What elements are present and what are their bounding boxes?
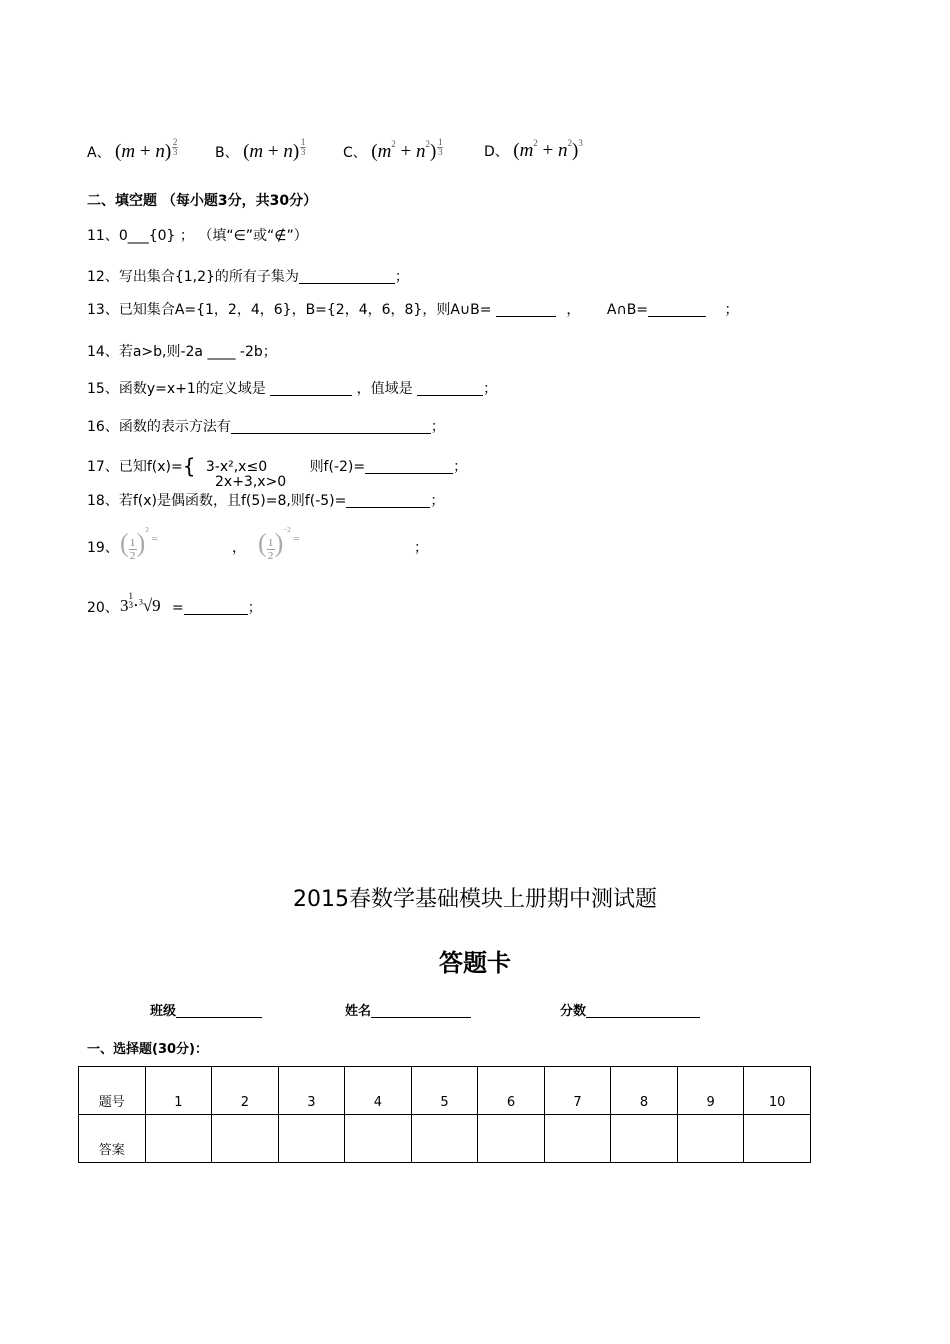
table-row: [79, 1115, 811, 1163]
option-d-label: D、: [484, 144, 509, 160]
option-b-label: B、: [215, 145, 239, 161]
question-number-cell: 7: [544, 1067, 611, 1115]
class-label: 班级: [150, 1004, 177, 1019]
answer-blank[interactable]: [231, 419, 431, 434]
question-number-cell: 9: [677, 1067, 744, 1115]
q20-answer: = ；: [172, 600, 262, 616]
question-17-text: 17、已知f(x)=: [87, 459, 183, 475]
question-number-cell: 4: [345, 1067, 412, 1115]
answer-blank[interactable]: [184, 600, 248, 615]
piecewise-case-2: 2x+3,x>0: [215, 474, 287, 490]
question-18-text: 18、若f(x)是偶函数，且f(5)=8,则f(-5)=: [87, 493, 347, 509]
question-number-cell: 8: [611, 1067, 678, 1115]
class-input[interactable]: [176, 1003, 262, 1018]
fill-section-header: 二、填空题 （每小题3分，共30分）: [87, 193, 318, 209]
question-16: 16、函数的表示方法有 ；: [87, 419, 445, 435]
answer-blank[interactable]: [346, 493, 430, 508]
answer-cell[interactable]: [677, 1115, 744, 1163]
answer-card-subtitle: 答题卡: [439, 949, 511, 977]
score-label: 分数: [560, 1004, 587, 1019]
answer-blank[interactable]: [648, 302, 706, 317]
answer-table: [78, 1066, 811, 1163]
q19-semicolon: ；: [414, 540, 428, 556]
name-field: [345, 1000, 471, 1019]
question-12: 12、写出集合{1,2}的所有子集为 ；: [87, 269, 409, 285]
name-input[interactable]: [371, 1003, 471, 1018]
q20-expr: 3 $^{1 3}$ ⋅$^3$√9: [120, 591, 161, 615]
answer-blank[interactable]: [496, 302, 556, 317]
option-a-label: A、: [87, 145, 111, 161]
question-number-cell: 2: [212, 1067, 279, 1115]
question-number-cell: 1: [145, 1067, 212, 1115]
question-15-text-b: ，值域是: [356, 381, 413, 397]
score-field: [560, 1000, 700, 1019]
piecewise-case-1: 3-x²,x≤0: [205, 459, 268, 475]
answer-cell[interactable]: [478, 1115, 545, 1163]
question-16-text: 16、函数的表示方法有: [87, 419, 231, 435]
answer-cell[interactable]: [212, 1115, 279, 1163]
option-a: [87, 138, 178, 163]
name-label: 姓名: [345, 1004, 372, 1019]
answer-blank[interactable]: [365, 459, 453, 474]
q19-expr-2: ( $\frac{1}{2}$ )$^{-2}$ =: [258, 526, 300, 562]
question-17-text-b: 则f(-2)=: [309, 459, 366, 475]
answer-cell[interactable]: [278, 1115, 345, 1163]
class-field: [150, 1000, 262, 1019]
score-input[interactable]: [586, 1003, 700, 1018]
question-number-cell: 10: [744, 1067, 811, 1115]
answer-card-title: 2015春数学基础模块上册期中测试题: [293, 887, 657, 912]
table-row: [79, 1067, 811, 1115]
option-c-expr: $(m^2 + n^2)$ $^{\frac{1}{3}}$: [371, 137, 443, 162]
question-number-cell: 6: [478, 1067, 545, 1115]
answer-cell[interactable]: [345, 1115, 412, 1163]
question-number-cell: 3: [278, 1067, 345, 1115]
question-12-text: 12、写出集合{1,2}的所有子集为: [87, 269, 299, 285]
question-13-text-b: A∩B=: [606, 302, 649, 318]
row-label-number: 题号: [79, 1067, 146, 1115]
question-number-cell: 5: [411, 1067, 478, 1115]
option-c: [343, 138, 443, 163]
option-a-expr: (m + n) $^{\frac{2}{3}}$: [115, 137, 178, 162]
row-label-answer: 答案: [79, 1115, 146, 1163]
q19-comma: ，: [232, 540, 246, 556]
answer-cell[interactable]: [544, 1115, 611, 1163]
brace-icon: {: [182, 454, 196, 478]
q19-expr-1: ( $\frac{1}{2}$ )$^2$ =: [120, 526, 158, 562]
question-15-text: 15、函数y=x+1的定义域是: [87, 381, 266, 397]
question-18: 18、若f(x)是偶函数，且f(5)=8,则f(-5)= ；: [87, 493, 445, 509]
answer-blank[interactable]: [299, 269, 395, 284]
question-19: 19、: [87, 540, 119, 556]
question-13-text: 13、已知集合A={1，2，4，6}，B={2，4，6，8}，则A∪B=: [87, 302, 492, 318]
question-13: 13、已知集合A={1，2，4，6}，B={2，4，6，8}，则A∪B= ， A∩B= ；: [87, 302, 739, 318]
answer-cell[interactable]: [611, 1115, 678, 1163]
question-14: 14、若a>b,则-2a ____ -2b；: [87, 344, 277, 360]
choice-section-header: 一、选择题(30分)：: [87, 1042, 208, 1057]
answer-cell[interactable]: [411, 1115, 478, 1163]
answer-cell[interactable]: [744, 1115, 811, 1163]
option-c-label: C、: [343, 145, 367, 161]
question-17: 17、已知f(x)={ 3-x²,x≤0 则f(-2)= ；: [87, 454, 468, 478]
option-d: [484, 138, 583, 162]
question-15: 15、函数y=x+1的定义域是 ，值域是 ；: [87, 381, 498, 397]
option-d-expr: $(m^2 + n^2)^3$: [513, 138, 583, 161]
answer-cell[interactable]: [145, 1115, 212, 1163]
question-11: 11、0___{0} ； （填“∈”或“∉”）: [87, 228, 308, 244]
question-20: 20、: [87, 600, 119, 616]
answer-blank[interactable]: [270, 381, 352, 396]
option-b-expr: (m + n) $^{\frac{1}{3}}$: [243, 137, 306, 162]
answer-blank[interactable]: [417, 381, 483, 396]
option-b: [215, 138, 306, 163]
